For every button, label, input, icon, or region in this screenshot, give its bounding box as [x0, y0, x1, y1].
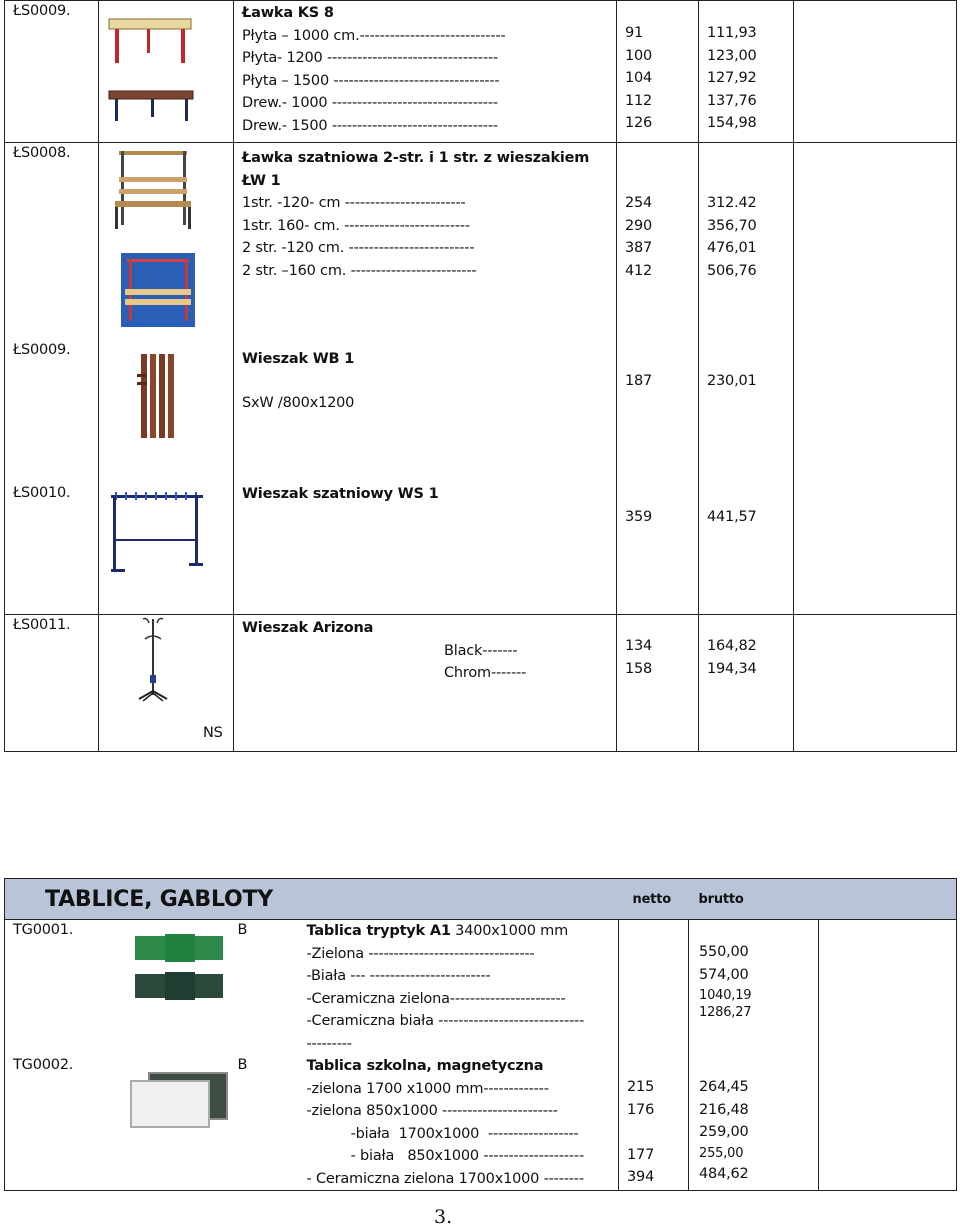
product-code: ŁS0011. [5, 615, 99, 752]
netto-cell [617, 143, 699, 340]
magnetic-board-image [129, 1071, 229, 1129]
variant-line: Płyta- 1200 ---------------------------------- [242, 50, 499, 66]
variant-line: -zielona 1700 x1000 mm------------- [306, 1080, 549, 1097]
brutto-cell [699, 475, 794, 615]
netto-value: 112 [625, 92, 653, 109]
brutto-value: 550,00 [699, 944, 749, 960]
brutto-value: 255,00 [699, 1145, 744, 1161]
header-empty [819, 879, 957, 920]
netto-value: 412 [625, 262, 653, 279]
product-description [299, 1055, 619, 1191]
variant-line: -Zielona --------------------------------- [306, 945, 535, 962]
product-title [307, 920, 619, 943]
netto-value: 359 [625, 508, 653, 525]
clothes-rack-ws1-image [109, 489, 205, 577]
empty-cell [794, 475, 957, 615]
product-code: ŁS0009. [5, 1, 99, 143]
brutto-value: 137,76 [707, 92, 757, 109]
brutto-value: 441,57 [707, 508, 757, 525]
bench-hanger-image [113, 149, 193, 233]
mark-letter: B [237, 1057, 248, 1073]
netto-value: 100 [625, 47, 653, 64]
netto-value: 176 [627, 1101, 655, 1118]
section-title: TABLICE, GABLOTY [45, 886, 274, 912]
brutto-value: 230,01 [707, 372, 757, 389]
table-row [5, 340, 957, 475]
variant-line: --------- [306, 1035, 352, 1052]
netto-cell [617, 1, 699, 143]
brutto-cell [699, 143, 794, 340]
product-image-cell [99, 143, 234, 340]
product-code: ŁS0009. [5, 340, 99, 475]
product-image-cell [99, 1, 234, 143]
bench-ks8-image [107, 15, 197, 125]
product-image-cell [99, 340, 234, 475]
product-description [299, 920, 619, 1056]
product-title: Tablica szkolna, magnetyczna [306, 1058, 544, 1074]
empty-cell [819, 1055, 957, 1191]
product-image-cell [99, 475, 234, 615]
netto-header: netto [619, 879, 689, 920]
note-text: NS [203, 725, 223, 741]
product-code: ŁS0010. [5, 475, 99, 615]
product-description [234, 475, 617, 615]
products-table-boards [4, 878, 957, 1191]
brutto-value: 111,93 [707, 25, 757, 41]
brutto-value: 1286,27 [699, 1005, 752, 1020]
brutto-value: 506,76 [707, 262, 757, 279]
page-number: 3. [434, 1206, 453, 1228]
variant-line: Drew.- 1500 --------------------------------- [242, 117, 498, 134]
triptych-board-image [131, 934, 227, 1002]
product-description [234, 1, 617, 143]
product-image-cell [99, 615, 234, 752]
variant-line: -Ceramiczna biała ----------------------------- [306, 1013, 585, 1029]
variant-line: -biała 1700x1000 ------------------ [306, 1125, 579, 1142]
table-row [5, 1055, 957, 1191]
product-title: Wieszak szatniowy WS 1 [242, 485, 439, 502]
product-title: Wieszak WB 1 [242, 350, 355, 367]
brutto-value: 154,98 [707, 115, 757, 131]
product-title: Wieszak Arizona [242, 620, 374, 636]
netto-value: 104 [625, 70, 653, 86]
product-title: Ławka szatniowa 2-str. i 1 str. z wieszakiem [242, 150, 590, 166]
variant-line: 2 str. -120 cm. ------------------------- [242, 240, 475, 256]
brutto-value: 164,82 [707, 638, 757, 654]
products-table-benches [4, 0, 957, 752]
netto-value: 134 [625, 638, 653, 654]
section-title-cell [5, 879, 619, 920]
brutto-value: 259,00 [699, 1124, 749, 1140]
table-row [5, 615, 957, 752]
netto-value: 215 [627, 1079, 655, 1095]
brutto-value: 356,70 [707, 217, 757, 234]
product-description [234, 615, 617, 752]
netto-value: 177 [627, 1146, 655, 1163]
variant-line: - biała 850x1000 -------------------- [306, 1148, 584, 1164]
brutto-value: 123,00 [707, 47, 757, 64]
mark-letter: B [237, 922, 248, 938]
netto-value: 290 [625, 217, 653, 234]
brutto-value: 264,45 [699, 1079, 749, 1095]
brutto-cell [699, 615, 794, 752]
brutto-value: 312.42 [707, 195, 757, 211]
empty-cell [794, 143, 957, 340]
variant-line: Chrom------- [444, 665, 527, 681]
brutto-value: 1040,19 [699, 988, 752, 1003]
table-row [5, 920, 957, 1056]
coat-stand-arizona-image [133, 615, 173, 705]
brutto-cell [699, 1, 794, 143]
double-bench-image [121, 253, 195, 327]
netto-cell [619, 920, 689, 1056]
empty-cell [819, 920, 957, 1056]
product-image-cell [129, 920, 299, 1056]
empty-cell [794, 340, 957, 475]
brutto-value: 216,48 [699, 1101, 749, 1118]
netto-cell [617, 475, 699, 615]
brutto-value: 484,62 [699, 1165, 749, 1182]
netto-cell [619, 1055, 689, 1191]
variant-line: -zielona 850x1000 ----------------------- [306, 1103, 558, 1119]
wall-hanger-wb1-image [137, 352, 179, 442]
variant-line: -Biała --- ------------------------ [306, 968, 491, 984]
variant-line: SxW /800x1200 [242, 395, 355, 411]
variant-line: Płyta – 1500 --------------------------------- [242, 72, 500, 89]
product-title: Ławka KS 8 [242, 5, 334, 21]
table-row [5, 143, 957, 340]
variant-line: - Ceramiczna zielona 1700x1000 -------- [306, 1170, 584, 1187]
brutto-value: 127,92 [707, 70, 757, 86]
brutto-value: 194,34 [707, 660, 757, 677]
variant-line: Black------- [444, 642, 518, 659]
variant-line: 1str. -120- cm ------------------------ [242, 195, 466, 211]
brutto-cell [689, 920, 819, 1056]
netto-value: 126 [625, 115, 653, 131]
variant-line: 1str. 160- cm. ------------------------- [242, 217, 470, 234]
product-subtitle: ŁW 1 [242, 172, 281, 189]
product-title-size: 3400x1000 mm [450, 923, 569, 939]
section-header [5, 879, 957, 920]
netto-value: 394 [627, 1169, 655, 1185]
product-description [234, 143, 617, 340]
product-image-cell [129, 1055, 299, 1191]
product-description [234, 340, 617, 475]
netto-cell [617, 615, 699, 752]
brutto-value: 476,01 [707, 240, 757, 256]
variant-line: -Ceramiczna zielona----------------------- [306, 990, 566, 1007]
netto-cell [617, 340, 699, 475]
netto-value: 187 [625, 372, 653, 389]
netto-value: 254 [625, 195, 653, 211]
variant-line: 2 str. –160 cm. ------------------------- [242, 262, 477, 279]
empty-cell [794, 1, 957, 143]
variant-line: Płyta – 1000 cm.----------------------------- [242, 27, 506, 44]
product-title-bold: Tablica tryptyk A1 [306, 923, 451, 939]
netto-value [627, 1121, 688, 1144]
variant-line: Drew.- 1000 --------------------------------- [242, 95, 498, 111]
product-code: TG0002. [5, 1055, 129, 1191]
netto-value: 387 [625, 240, 653, 256]
empty-cell [794, 615, 957, 752]
product-code: TG0001. [5, 920, 129, 1056]
brutto-cell [699, 340, 794, 475]
brutto-cell [689, 1055, 819, 1191]
table-row [5, 475, 957, 615]
netto-value: 91 [625, 25, 644, 41]
netto-value: 158 [625, 660, 653, 677]
brutto-value: 574,00 [699, 966, 749, 983]
table-row [5, 1, 957, 143]
product-code: ŁS0008. [5, 143, 99, 340]
brutto-header: brutto [689, 879, 819, 920]
